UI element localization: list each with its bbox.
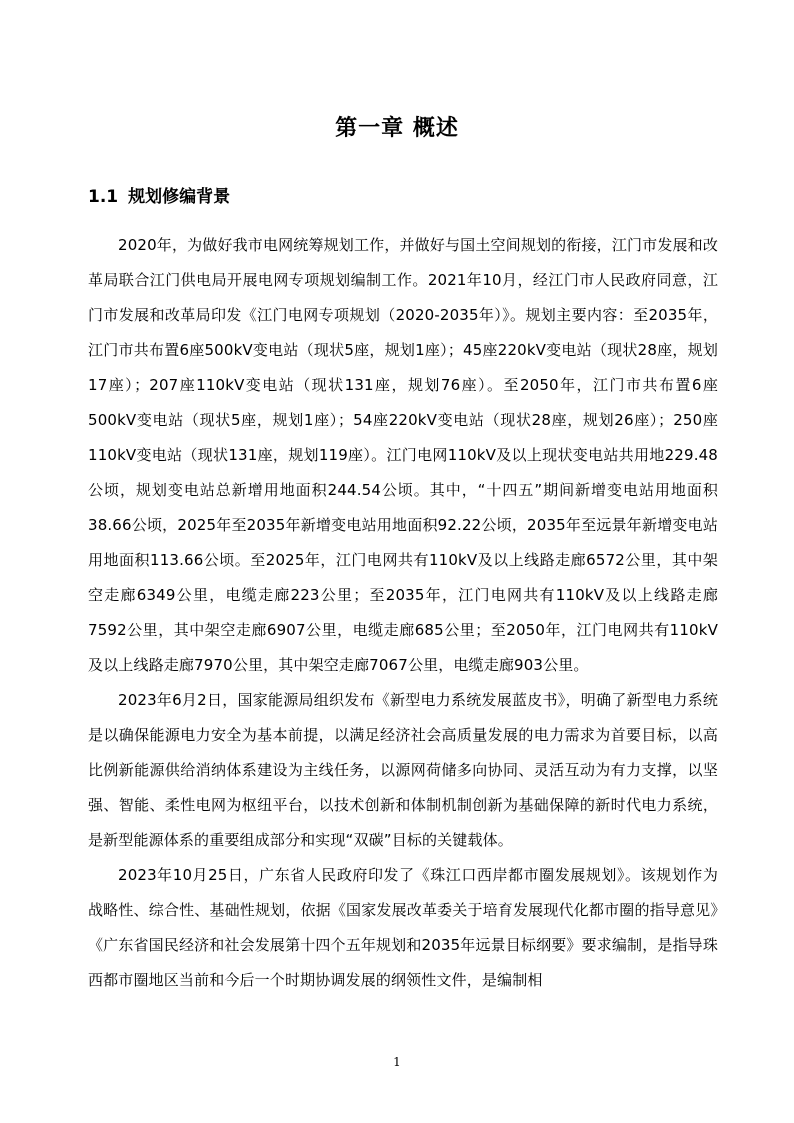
body-text	[88, 228, 718, 998]
chapter-title: 第一章 概述	[335, 115, 459, 141]
section-title: 规划修编背景	[128, 187, 231, 207]
section-number: 1.1	[88, 187, 119, 207]
paragraph: 2020年，为做好我市电网统筹规划工作，并做好与国土空间规划的衔接，江门市发展和改革局联合江门供电局开展电网专项规划编制工作。2021年10月，经江门市人民政府同意，江门市发展和改革局印发《江门电网专项规划（2020-2035年）》。规划主要内容：至2035年，江门市共布置6座500kV变电站（现状5座，规划1座）；45座220kV变电站（现状28座，规划17座）；207座110kV变电站（现状131座，规划76座）。至2050年，江门市共布置6座500kV变电站（现状5座，规划1座）；54座220kV变电站（现状28座，规划26座）；250座110kV变电站（现状131座，规划119座）。江门电网110kV及以上现状变电站共用地229.48公顷，规划变电站总新增用地面积244.54公顷。其中，“十四五”期间新增变电站用地面积38.66公顷，2025年至2035年新增变电站用地面积92.22公顷，2035年至远景年新增变电站用地面积113.66公顷。至2025年，江门电网共有110kV及以上线路走廊6572公里，其中架空走廊6349公里，电缆走廊223公里；至2035年，江门电网共有110kV及以上线路走廊7592公里，其中架空走廊6907公里，电缆走廊685公里；至2050年，江门电网共有110kV及以上线路走廊7970公里，其中架空走廊7067公里，电缆走廊903公里。	[88, 236, 718, 674]
section-heading	[88, 183, 230, 211]
page-number: 1	[393, 1055, 401, 1069]
paragraph: 2023年10月25日，广东省人民政府印发了《珠江口西岸都市圈发展规划》。该规划作为战略性、综合性、基础性规划，依据《国家发展改革委关于培育发展现代化都市圈的指导意见》《广东省国民经济和社会发展第十四个五年规划和2035年远景目标纲要》要求编制，是指导珠西都市圈地区当前和今后一个时期协调发展的纲领性文件，是编制相	[88, 866, 718, 989]
paragraph: 2023年6月2日，国家能源局组织发布《新型电力系统发展蓝皮书》，明确了新型电力系统是以确保能源电力安全为基本前提，以满足经济社会高质量发展的电力需求为首要目标，以高比例新能源供给消纳体系建设为主线任务，以源网荷储多向协同、灵活互动为有力支撑，以坚强、智能、柔性电网为枢纽平台，以技术创新和体制机制创新为基础保障的新时代电力系统，是新型能源体系的重要组成部分和实现“双碳”目标的关键载体。	[88, 691, 718, 849]
